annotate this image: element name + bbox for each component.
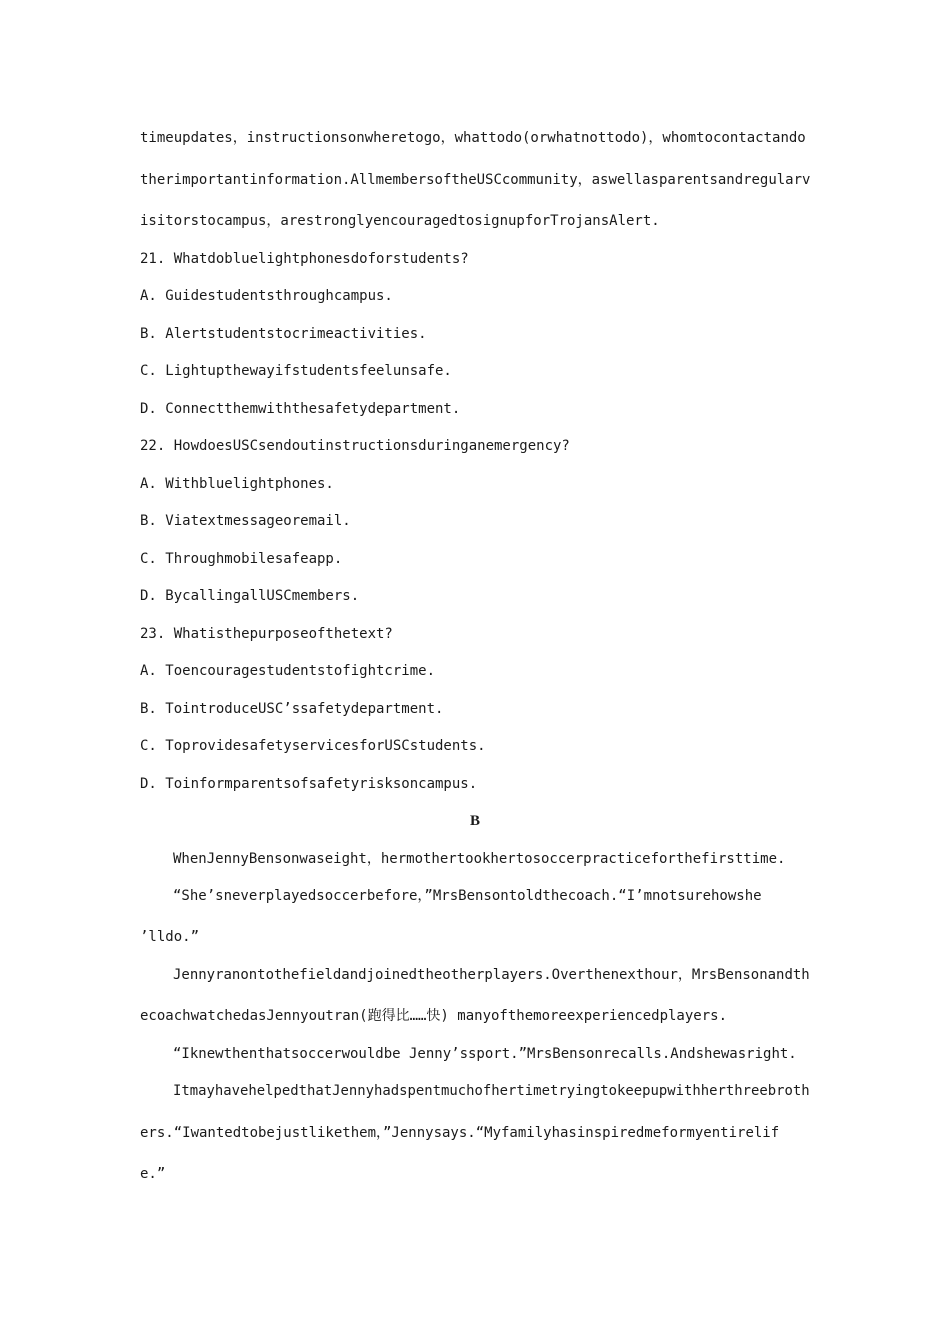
passage-line-3: ’lldo.” (140, 929, 200, 945)
question-22: 22. HowdoesUSCsendoutinstructionsduringanemergency? (140, 438, 570, 454)
q21-option-a: A. Guidestudentsthroughcampus. (140, 288, 393, 304)
q22-option-b: B. Viatextmessageoremail. (140, 513, 351, 529)
q23-option-b: B. TointroduceUSC’ssafetydepartment. (140, 701, 444, 717)
passage-line-4: Jennyranontothefieldandjoinedtheotherplayers.Overthenexthour，MrsBensonandth (173, 967, 810, 983)
passage-line-2: “She’sneverplayedsoccerbefore，”MrsBensontoldthecoach.“I’mnotsurehowshe (173, 888, 762, 904)
question-21: 21. Whatdobluelightphonesdoforstudents? (140, 251, 469, 267)
passage-line-7: ItmayhavehelpedthatJennyhadspentmuchofhertimetryingtokeepupwithherthreebroth (173, 1083, 810, 1099)
intro-line-3: isitorstocampus，arestronglyencouragedtosignupforTrojansAlert. (140, 213, 660, 229)
q22-option-d: D. BycallingallUSCmembers. (140, 588, 360, 604)
q23-option-c: C. ToprovidesafetyservicesforUSCstudents. (140, 738, 486, 754)
intro-line-1: timeupdates，instructionsonwheretogo，whattodo(orwhatnottodo)，whomtocontactando (140, 130, 806, 146)
passage-line-5: ecoachwatchedasJennyoutran(跑得比……快) manyofthemoreexperiencedplayers. (140, 1008, 728, 1024)
intro-line-2: therimportantinformation.AllmembersoftheUSCcommunity，aswellasparentsandregularv (140, 172, 811, 188)
q23-option-d: D. Toinformparentsofsafetyrisksoncampus. (140, 776, 478, 792)
passage-line-8: ers.“Iwantedtobejustlikethem，”Jennysays.“Myfamilyhasinspiredmeformyentirelif (140, 1125, 780, 1141)
q21-option-b: B. Alertstudentstocrimeactivities. (140, 326, 427, 342)
q22-option-a: A. Withbluelightphones. (140, 476, 334, 492)
q22-option-c: C. Throughmobilesafeapp. (140, 551, 343, 567)
passage-line-9: e.” (140, 1166, 166, 1182)
passage-line-1: WhenJennyBensonwaseight，hermothertookhertosoccerpracticeforthefirsttime. (173, 851, 786, 867)
q21-option-d: D. Connectthemwiththesafetydepartment. (140, 401, 461, 417)
q21-option-c: C. Lightupthewayifstudentsfeelunsafe. (140, 363, 452, 379)
passage-line-6: “Iknewthenthatsoccerwouldbe Jenny’ssport.”MrsBensonrecalls.Andshewasright. (173, 1046, 797, 1062)
q23-option-a: A. Toencouragestudentstofightcrime. (140, 663, 436, 679)
question-23: 23. Whatisthepurposeofthetext? (140, 626, 393, 642)
section-heading: B (469, 813, 480, 829)
